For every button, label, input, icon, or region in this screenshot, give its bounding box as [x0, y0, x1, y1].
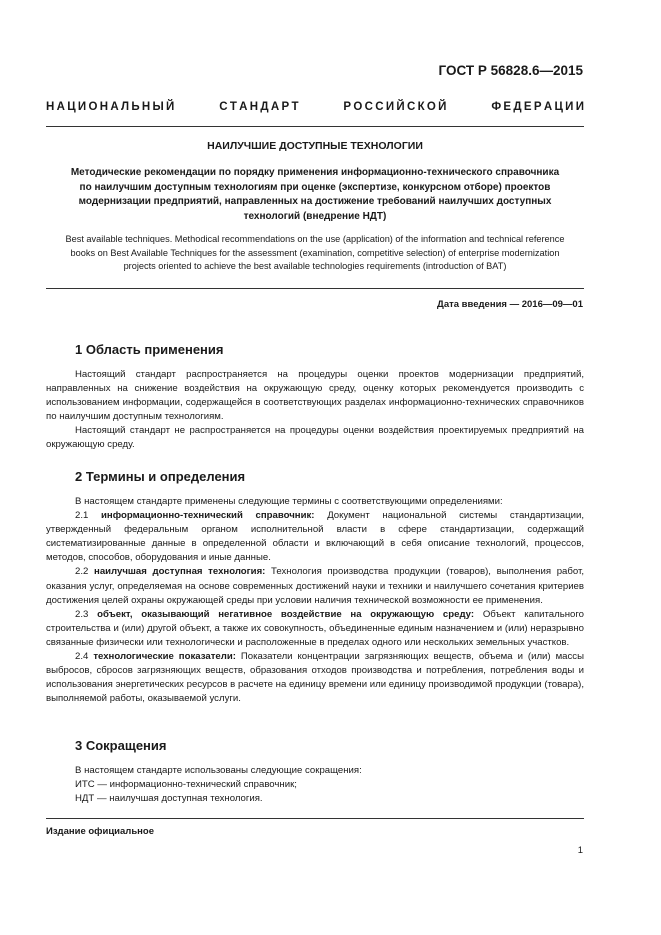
- top-divider: [46, 126, 584, 127]
- title-divider: [46, 288, 584, 289]
- abbreviation-item: ИТС — информационно-технический справочник;: [75, 779, 297, 791]
- section-heading: 3 Сокращения: [75, 738, 167, 753]
- document-title: НАИЛУЧШИЕ ДОСТУПНЫЕ ТЕХНОЛОГИИ: [207, 140, 423, 152]
- national-word: Ф Е Д Е Р А Ц И И: [491, 101, 584, 113]
- abbreviation-item: НДТ — наилучшая доступная технология.: [75, 793, 263, 805]
- section-heading: 2 Термины и определения: [75, 469, 246, 484]
- english-title: Best available techniques. Methodical recommendations on the use (application) of the information and technical reference books on Best Available Techniques for the assessment (examination, competitive selection) of enterprise modernization projects oriented to achieve the best available technologies requirements (introduction of BAT): [65, 234, 565, 271]
- footer-divider: [46, 818, 584, 819]
- paragraph: Настоящий стандарт не распространяется на процедуры оценки воздействия проектируемых предприятий на окружающую среду.: [46, 425, 584, 451]
- term-number: 2.2: [75, 566, 89, 578]
- national-standard-line: [46, 101, 584, 113]
- term-definition: [46, 565, 584, 607]
- paragraph: Настоящий стандарт распространяется на процедуры оценки проектов модернизации предприятий, направленных на снижение воздействия на окружающую среду, оценку которых рекомендуется производить с использованием информации, содержащейся в соответствующих разделах информационно-технических справочников по наилучшим доступным технологиям.: [46, 369, 584, 423]
- term-name: информационно-технический справочник:: [101, 510, 315, 522]
- term-number: 2.4: [75, 651, 89, 663]
- term-text: Показатели концентрации загрязняющих веществ, объема и (или) массы выбросов, сбросов загрязняющих веществ, образования отходов производства и потребления, потребления воды и использования энергетических ресурсов в расчете на единицу времени или единицу производимой продукции (товара), выполняемой работы, оказываемой услуги.: [46, 651, 584, 705]
- national-word: Н А Ц И О Н А Л Ь Н Ы Й: [46, 101, 175, 113]
- term-definition: [46, 509, 584, 565]
- paragraph: В настоящем стандарте применены следующие термины с соответствующими определениями:: [75, 496, 503, 507]
- page-number: 1: [577, 845, 583, 856]
- paragraph: В настоящем стандарте использованы следующие сокращения:: [75, 765, 362, 776]
- term-name: технологические показатели:: [93, 651, 236, 663]
- section-abbreviations: [46, 738, 584, 806]
- term-text: Объект капитального строительства и (или) другой объект, а также их совокупность, объединенные единым назначением и (или) неразрывно связанные физически или технологически и расположенные в пределах одного или нескольких земельных участков.: [46, 608, 584, 648]
- term-text: Документ национальной системы стандартизации, утвержденный федеральным органом исполнительной власти в сфере стандартизации, содержащий систематизированные данные в определенной области и включающий в себя описание технологий, процессов, методов, способов, оборудования и иные данные.: [46, 510, 585, 564]
- national-word: С Т А Н Д А Р Т: [219, 101, 299, 113]
- term-text: Технология производства продукции (товаров), выполнения работ, оказания услуг, определяемая на основе современных достижений науки и техники и наилучшего сочетания критериев достижения целей охраны окружающей среды при условии наличия технической возможности ее применения.: [46, 566, 584, 606]
- section-heading: 1 Область применения: [75, 342, 224, 357]
- national-word: Р О С С И Й С К О Й: [343, 101, 447, 113]
- section-scope: [46, 342, 584, 453]
- introduction-date: Дата введения — 2016—09—01: [437, 299, 583, 310]
- term-definition: [46, 650, 584, 706]
- document-subtitle: Методические рекомендации по порядку применения информационно-технического справочника по наилучшим доступным технологиям при оценке (экспертизе, конкурсном отборе) проектов модернизации предприятий, направленных на достижение требований наилучших доступных технологий (внедрение НДТ): [70, 167, 560, 222]
- section-terms: [46, 469, 584, 706]
- term-name: наилучшая доступная технология:: [94, 566, 266, 578]
- term-definition: [46, 608, 584, 650]
- term-number: 2.3: [75, 608, 89, 620]
- term-number: 2.1: [75, 510, 89, 522]
- official-edition-label: Издание официальное: [46, 826, 154, 837]
- term-name: объект, оказывающий негативное воздействие на окружающую среду:: [97, 608, 475, 620]
- standard-number: ГОСТ Р 56828.6—2015: [438, 63, 583, 78]
